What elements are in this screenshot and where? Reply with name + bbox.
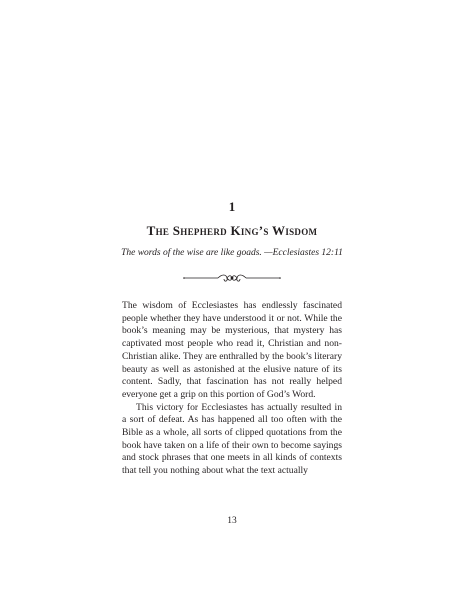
- paragraph: The wisdom of Ecclesiastes has endlessly fascinated people whether they have understood it or not. While the book’s meaning may be mysterious, that mystery has captivated most people who read it, Christian and non-Christian alike. They are enthralled by the book’s literary beauty as well as astonished at the elusive nature of its content. Sadly, that fascination has not really helped everyone get a grip on this portion of God’s Word.: [122, 300, 342, 400]
- decorative-flourish-icon: [182, 272, 282, 284]
- page-number: 13: [227, 516, 237, 526]
- body-text: [122, 300, 342, 478]
- paragraph: This victory for Ecclesiastes has actually resulted in a sort of defeat. As has happened all too often with the Bible as a whole, all sorts of clipped quotations from the book have taken on a life of their own to become sayings and stock phrases that one meets in all kinds of contexts that tell you nothing about what the text actually: [122, 401, 342, 477]
- chapter-number: 1: [228, 199, 236, 214]
- epigraph: The words of the wise are like goads. —Ecclesiastes 12:11: [121, 248, 343, 258]
- chapter-title: The Shepherd King’s Wisdom: [146, 223, 318, 238]
